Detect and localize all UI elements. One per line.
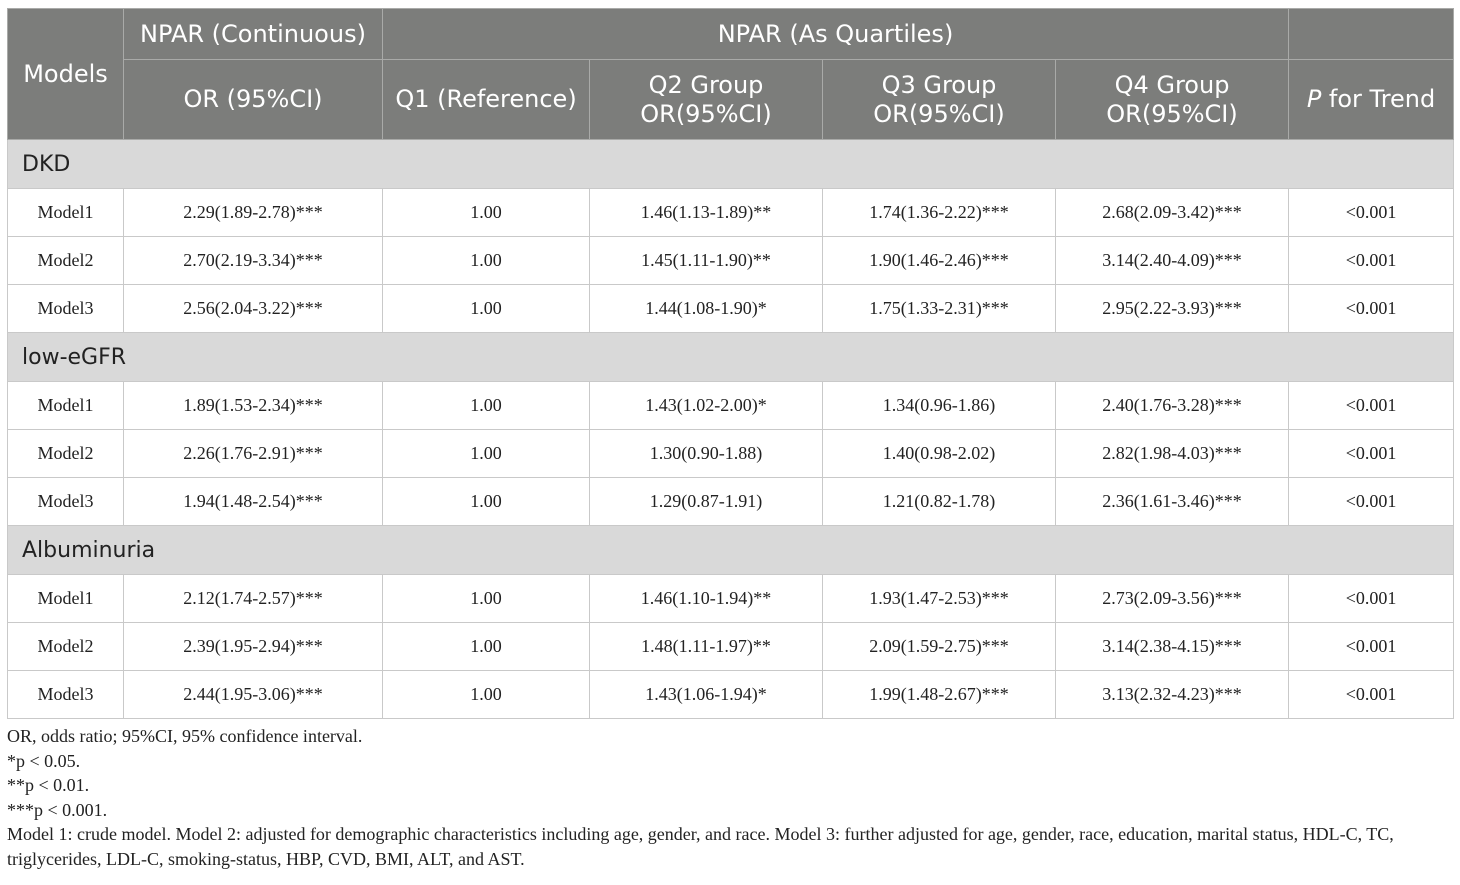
header-npar-quartiles: NPAR (As Quartiles) bbox=[383, 9, 1289, 60]
cell-p-trend: <0.001 bbox=[1289, 285, 1454, 333]
cell-p-trend: <0.001 bbox=[1289, 430, 1454, 478]
cell-q1: 1.00 bbox=[383, 285, 590, 333]
cell-continuous: 2.44(1.95-3.06)*** bbox=[124, 671, 383, 719]
cell-q2: 1.44(1.08-1.90)* bbox=[590, 285, 823, 333]
cell-q2: 1.43(1.02-2.00)* bbox=[590, 382, 823, 430]
section-row bbox=[8, 333, 1454, 382]
header-or-ci: OR (95%CI) bbox=[124, 60, 383, 140]
cell-model: Model2 bbox=[8, 237, 124, 285]
cell-q1: 1.00 bbox=[383, 623, 590, 671]
cell-continuous: 1.94(1.48-2.54)*** bbox=[124, 478, 383, 526]
section-row bbox=[8, 526, 1454, 575]
section-label: DKD bbox=[8, 140, 1454, 189]
cell-q3: 1.93(1.47-2.53)*** bbox=[823, 575, 1056, 623]
footnote-p001: **p < 0.01. bbox=[7, 775, 90, 796]
cell-p-trend: <0.001 bbox=[1289, 575, 1454, 623]
cell-continuous: 2.29(1.89-2.78)*** bbox=[124, 189, 383, 237]
table-row bbox=[8, 237, 1454, 285]
cell-q4: 2.68(2.09-3.42)*** bbox=[1056, 189, 1289, 237]
cell-q2: 1.45(1.11-1.90)** bbox=[590, 237, 823, 285]
cell-q1: 1.00 bbox=[383, 478, 590, 526]
cell-q2: 1.43(1.06-1.94)* bbox=[590, 671, 823, 719]
cell-p-trend: <0.001 bbox=[1289, 478, 1454, 526]
cell-continuous: 1.89(1.53-2.34)*** bbox=[124, 382, 383, 430]
cell-q3: 1.21(0.82-1.78) bbox=[823, 478, 1056, 526]
cell-q4: 3.14(2.38-4.15)*** bbox=[1056, 623, 1289, 671]
cell-q3: 1.34(0.96-1.86) bbox=[823, 382, 1056, 430]
header-q4: Q4 Group OR(95%CI) bbox=[1056, 60, 1289, 140]
cell-q4: 3.14(2.40-4.09)*** bbox=[1056, 237, 1289, 285]
cell-q3: 1.90(1.46-2.46)*** bbox=[823, 237, 1056, 285]
cell-model: Model1 bbox=[8, 575, 124, 623]
cell-model: Model1 bbox=[8, 189, 124, 237]
header-q3: Q3 Group OR(95%CI) bbox=[823, 60, 1056, 140]
table-row bbox=[8, 430, 1454, 478]
cell-continuous: 2.56(2.04-3.22)*** bbox=[124, 285, 383, 333]
table-row bbox=[8, 575, 1454, 623]
cell-model: Model3 bbox=[8, 478, 124, 526]
cell-continuous: 2.12(1.74-2.57)*** bbox=[124, 575, 383, 623]
section-label: Albuminuria bbox=[8, 526, 1454, 575]
table-footnotes bbox=[7, 724, 1453, 872]
header-q1: Q1 (Reference) bbox=[383, 60, 590, 140]
cell-model: Model2 bbox=[8, 430, 124, 478]
cell-q1: 1.00 bbox=[383, 237, 590, 285]
cell-p-trend: <0.001 bbox=[1289, 623, 1454, 671]
cell-q1: 1.00 bbox=[383, 430, 590, 478]
section-row bbox=[8, 140, 1454, 189]
cell-p-trend: <0.001 bbox=[1289, 382, 1454, 430]
footnote-models-line2: triglycerides, LDL-C, smoking-status, HBP, CVD, BMI, ALT, and AST. bbox=[7, 848, 525, 869]
cell-q4: 3.13(2.32-4.23)*** bbox=[1056, 671, 1289, 719]
table-body bbox=[8, 140, 1454, 719]
cell-q1: 1.00 bbox=[383, 189, 590, 237]
cell-q2: 1.48(1.11-1.97)** bbox=[590, 623, 823, 671]
cell-q3: 2.09(1.59-2.75)*** bbox=[823, 623, 1056, 671]
cell-continuous: 2.70(2.19-3.34)*** bbox=[124, 237, 383, 285]
table-row bbox=[8, 478, 1454, 526]
cell-q4: 2.82(1.98-4.03)*** bbox=[1056, 430, 1289, 478]
cell-p-trend: <0.001 bbox=[1289, 671, 1454, 719]
cell-q4: 2.73(2.09-3.56)*** bbox=[1056, 575, 1289, 623]
results-table bbox=[7, 8, 1454, 719]
footnote-abbreviations: OR, odds ratio; 95%CI, 95% confidence interval. bbox=[7, 726, 363, 746]
header-npar-continuous: NPAR (Continuous) bbox=[124, 9, 383, 60]
header-empty bbox=[1289, 9, 1454, 60]
cell-q3: 1.40(0.98-2.02) bbox=[823, 430, 1056, 478]
header-models: Models bbox=[8, 9, 124, 140]
table-row bbox=[8, 285, 1454, 333]
cell-q2: 1.46(1.13-1.89)** bbox=[590, 189, 823, 237]
cell-continuous: 2.26(1.76-2.91)*** bbox=[124, 430, 383, 478]
table-row bbox=[8, 382, 1454, 430]
cell-q2: 1.30(0.90-1.88) bbox=[590, 430, 823, 478]
cell-q4: 2.95(2.22-3.93)*** bbox=[1056, 285, 1289, 333]
table-row bbox=[8, 671, 1454, 719]
cell-q3: 1.74(1.36-2.22)*** bbox=[823, 189, 1056, 237]
cell-q1: 1.00 bbox=[383, 575, 590, 623]
header-q2: Q2 Group OR(95%CI) bbox=[590, 60, 823, 140]
table-row bbox=[8, 623, 1454, 671]
cell-q3: 1.75(1.33-2.31)*** bbox=[823, 285, 1056, 333]
cell-q3: 1.99(1.48-2.67)*** bbox=[823, 671, 1056, 719]
footnote-p0001: ***p < 0.001. bbox=[7, 799, 108, 820]
cell-q4: 2.36(1.61-3.46)*** bbox=[1056, 478, 1289, 526]
table-header bbox=[8, 9, 1454, 140]
cell-q2: 1.29(0.87-1.91) bbox=[590, 478, 823, 526]
cell-q1: 1.00 bbox=[383, 671, 590, 719]
header-p-for-trend: P for Trend bbox=[1289, 60, 1454, 140]
cell-q2: 1.46(1.10-1.94)** bbox=[590, 575, 823, 623]
cell-model: Model1 bbox=[8, 382, 124, 430]
cell-model: Model3 bbox=[8, 285, 124, 333]
footnote-p005: *p < 0.05. bbox=[7, 750, 81, 771]
cell-model: Model2 bbox=[8, 623, 124, 671]
footnote-models-line1: Model 1: crude model. Model 2: adjusted for demographic characteristics including age, gender, and race. Model 3: further adjusted for age, gender, race, education, marital status, HDL-C, TC, bbox=[7, 824, 1394, 845]
table-row bbox=[8, 189, 1454, 237]
cell-p-trend: <0.001 bbox=[1289, 237, 1454, 285]
cell-q4: 2.40(1.76-3.28)*** bbox=[1056, 382, 1289, 430]
results-table-container bbox=[7, 8, 1453, 872]
cell-p-trend: <0.001 bbox=[1289, 189, 1454, 237]
cell-model: Model3 bbox=[8, 671, 124, 719]
cell-continuous: 2.39(1.95-2.94)*** bbox=[124, 623, 383, 671]
cell-q1: 1.00 bbox=[383, 382, 590, 430]
section-label: low-eGFR bbox=[8, 333, 1454, 382]
